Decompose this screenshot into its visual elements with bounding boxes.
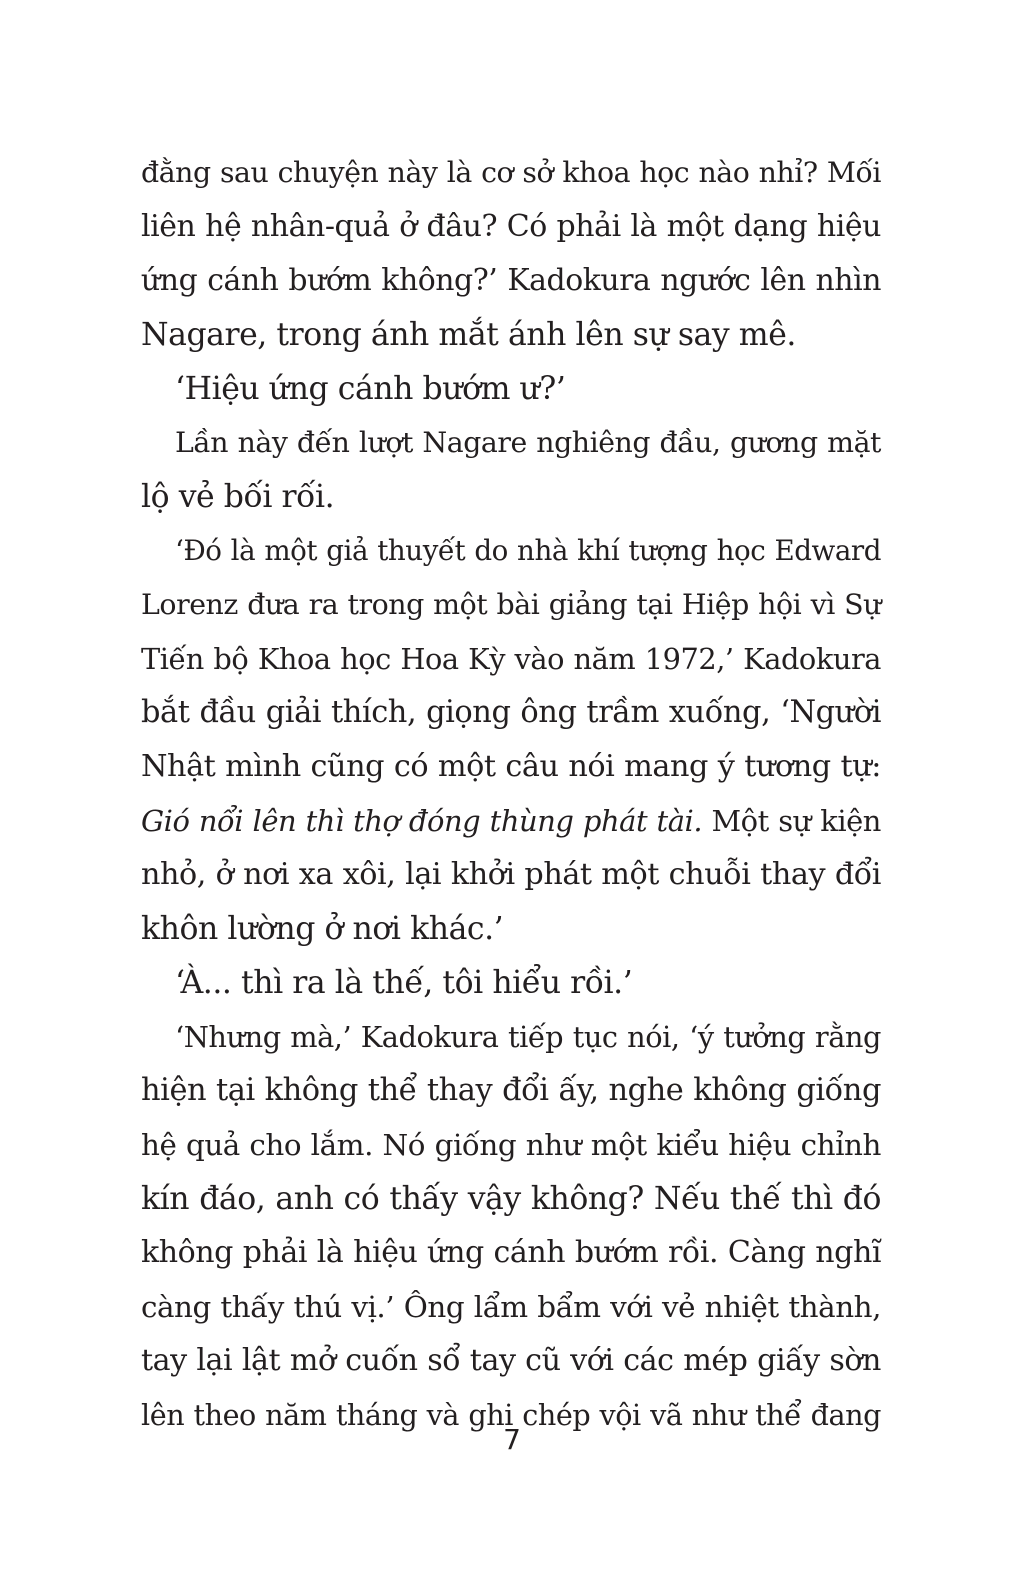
page-body xyxy=(141,146,881,1442)
text-line: hệ quả cho lắm. Nó giống như một kiểu hiệu chỉnh xyxy=(141,1128,881,1162)
text-line: ‘À... thì ra là thế, tôi hiểu rồi.’ xyxy=(175,965,633,1001)
text-line: càng thấy thú vị.’ Ông lẩm bẩm với vẻ nhiệt thành, xyxy=(141,1290,881,1324)
text-line: Nhật mình cũng có một câu nói mang ý tương tự: xyxy=(141,749,881,784)
text-line: Lorenz đưa ra trong một bài giảng tại Hiệp hội vì Sự xyxy=(141,588,881,621)
text-line: ‘Đó là một giả thuyết do nhà khí tượng học Edward xyxy=(175,534,881,567)
text-line: ‘Nhưng mà,’ Kadokura tiếp tục nói, ‘ý tưởng rằng xyxy=(175,1020,881,1054)
text-line: hiện tại không thể thay đổi ấy, nghe không giống xyxy=(141,1073,881,1108)
page-number: 7 xyxy=(503,1423,521,1456)
text-line: nhỏ, ở nơi xa xôi, lại khởi phát một chuỗi thay đổi xyxy=(141,857,881,892)
text-line: ứng cánh bướm không?’ Kadokura ngước lên nhìn xyxy=(141,263,881,298)
text-line: đằng sau chuyện này là cơ sở khoa học nào nhỉ? Mối xyxy=(141,156,881,189)
text-line: khôn lường ở nơi khác.’ xyxy=(141,911,504,947)
text-line: Nagare, trong ánh mắt ánh lên sự say mê. xyxy=(141,317,796,353)
text-line: Tiến bộ Khoa học Hoa Kỳ vào năm 1972,’ Kadokura xyxy=(141,642,881,676)
italic-proverb: Gió nổi lên thì thợ đóng thùng phát tài. xyxy=(141,804,703,838)
text-line: không phải là hiệu ứng cánh bướm rồi. Càng nghĩ xyxy=(141,1235,881,1270)
text-line: lên theo năm tháng và ghi chép vội vã như thể đang xyxy=(141,1398,881,1432)
text-fragment: Một sự kiện xyxy=(702,804,881,838)
text-line: Lần này đến lượt Nagare nghiêng đầu, gương mặt xyxy=(175,426,881,459)
text-line: lộ vẻ bối rối. xyxy=(141,479,335,515)
text-line: kín đáo, anh có thấy vậy không? Nếu thế thì đó xyxy=(141,1181,881,1217)
text-line xyxy=(141,794,881,848)
text-line: ‘Hiệu ứng cánh bướm ư?’ xyxy=(175,371,566,407)
text-line: tay lại lật mở cuốn sổ tay cũ với các mép giấy sờn xyxy=(141,1343,881,1378)
text-line: liên hệ nhân-quả ở đâu? Có phải là một dạng hiệu xyxy=(141,209,881,244)
text-line: bắt đầu giải thích, giọng ông trầm xuống, ‘Người xyxy=(141,695,881,730)
